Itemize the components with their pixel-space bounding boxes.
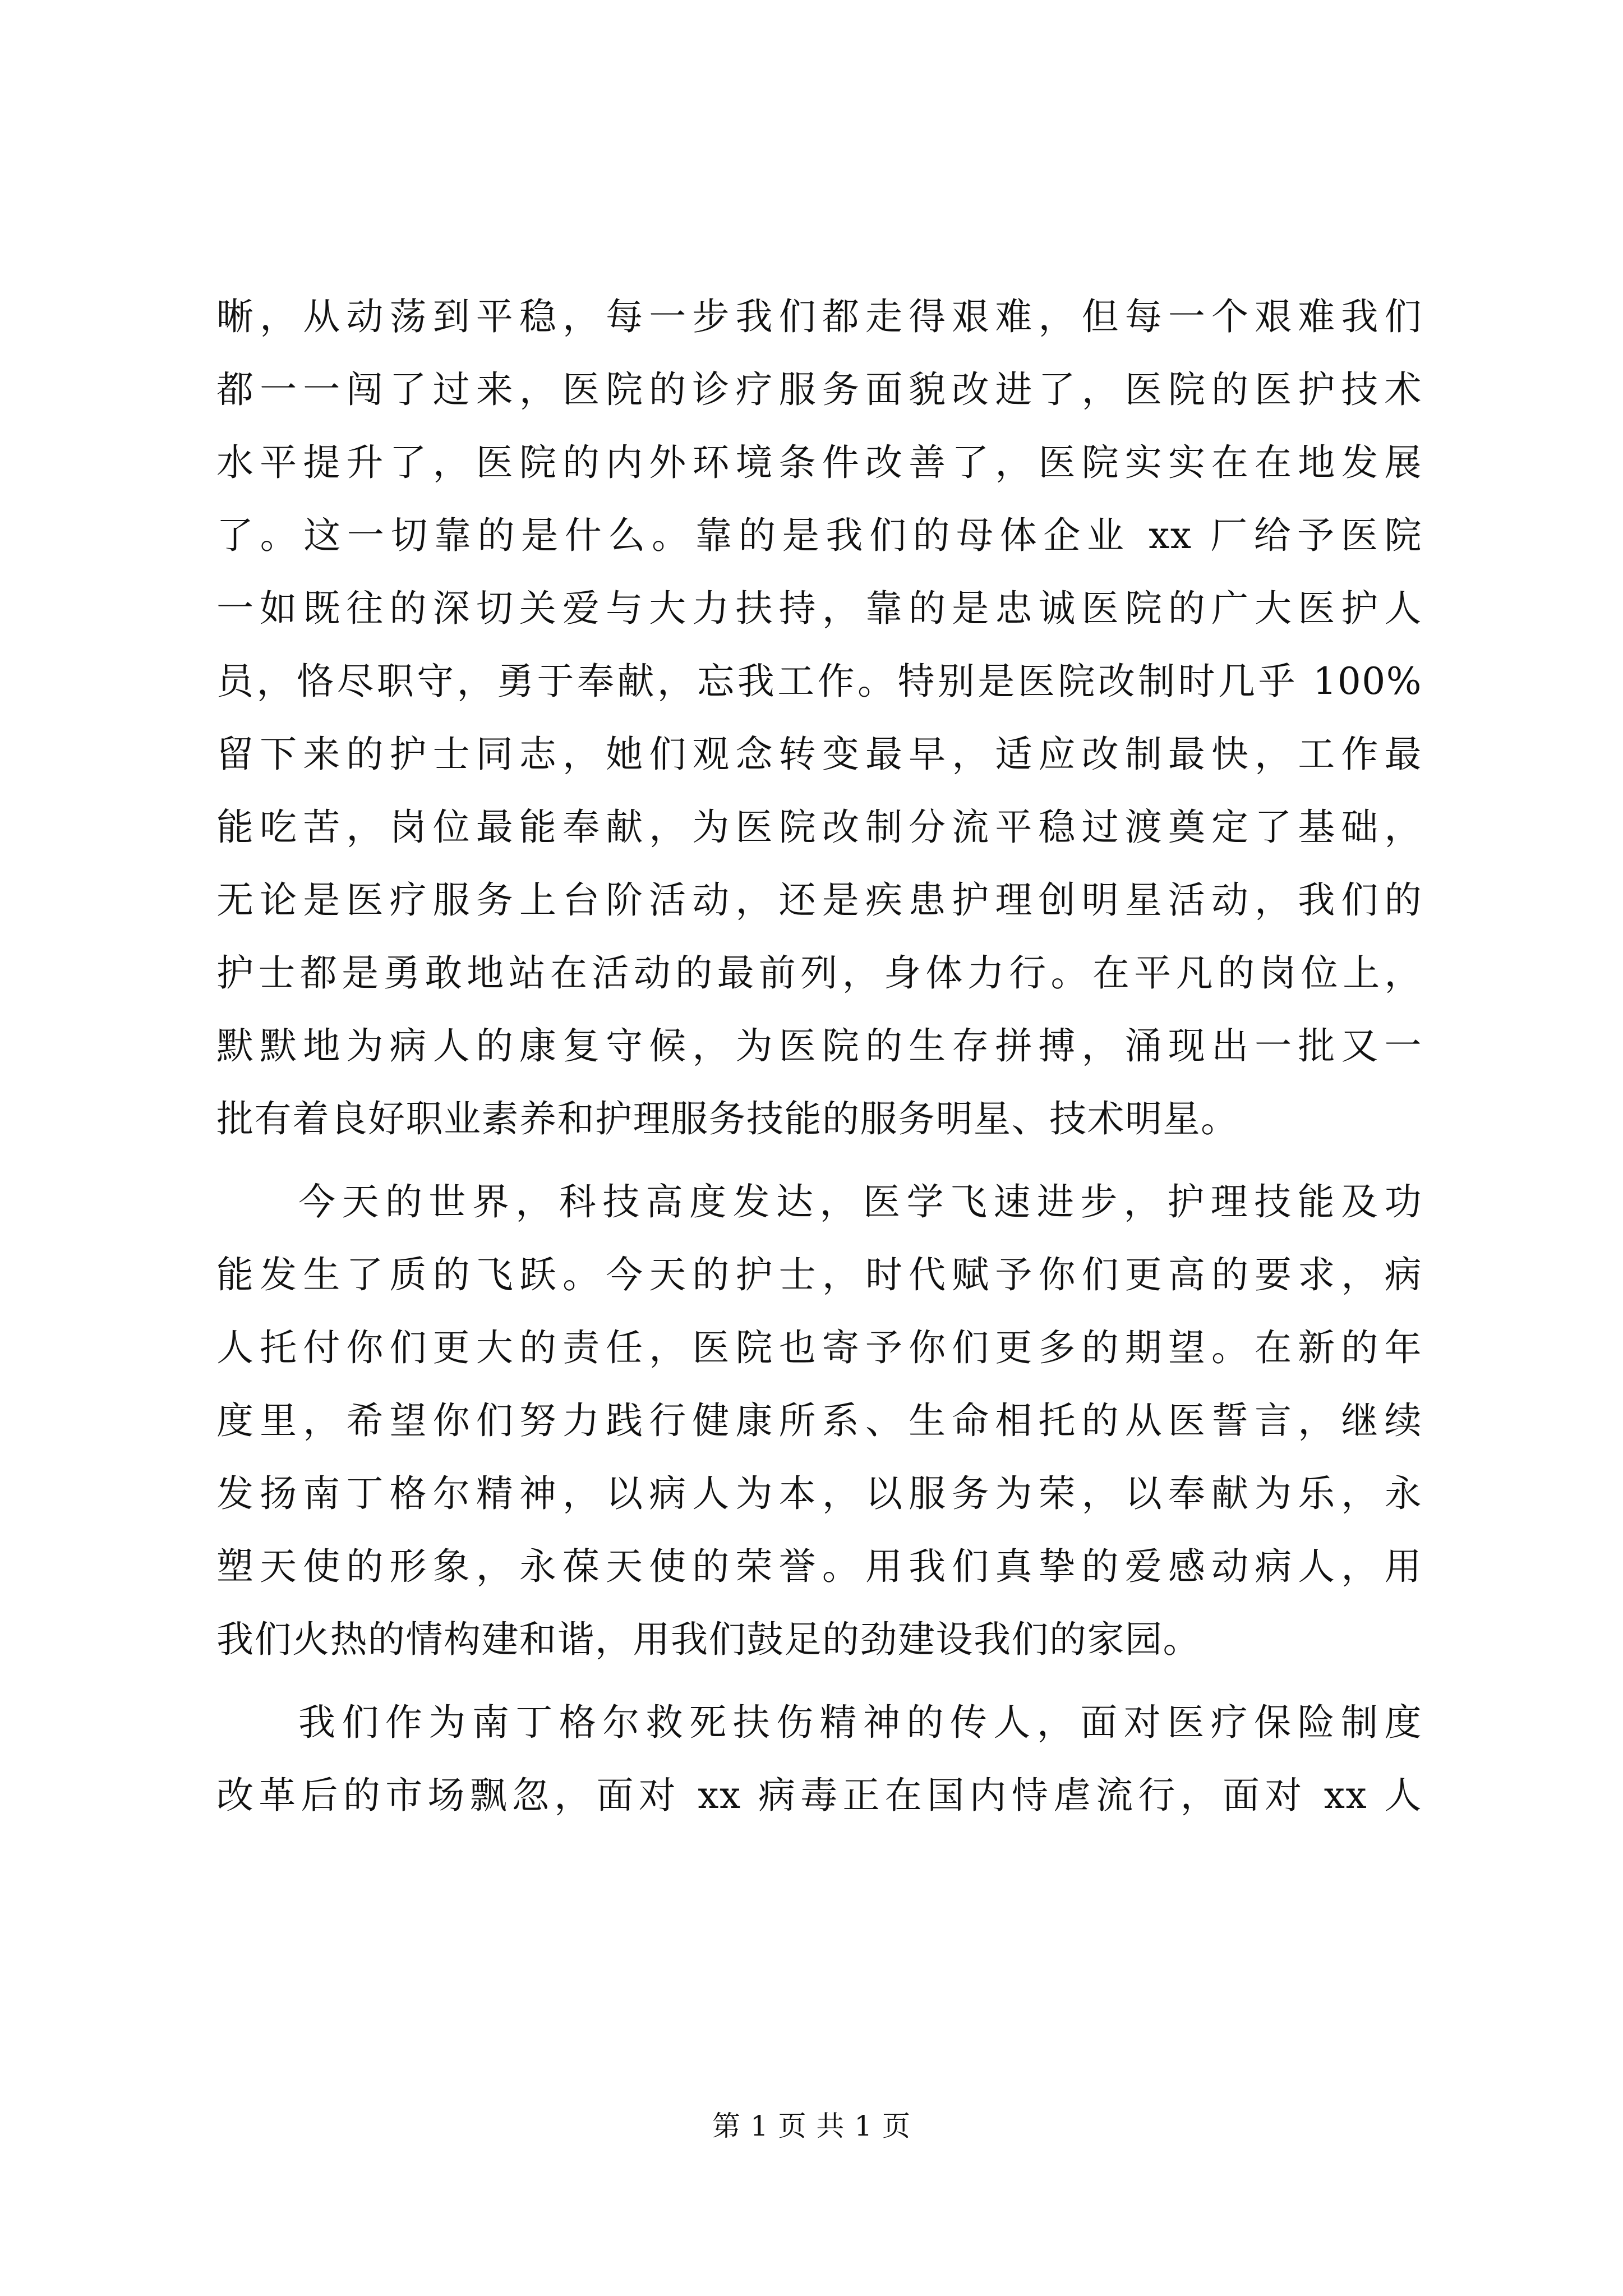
paragraph-2-line-7: 我们火热的情构建和谐，用我们鼓足的劲建设我们的家园。 bbox=[216, 1618, 1201, 1661]
paragraph-2-line-3: 人托付你们更大的责任，医院也寄予你们更多的期望。在新的年 bbox=[216, 1326, 1422, 1369]
paragraph-1-line-4: 了。这一切靠的是什么。靠的是我们的母体企业 xx 厂给予医院 bbox=[216, 514, 1422, 557]
paragraph-1-line-1: 晰，从动荡到平稳，每一步我们都走得艰难，但每一个艰难我们 bbox=[216, 295, 1422, 338]
paragraph-1-line-8: 能吃苦，岗位最能奉献，为医院改制分流平稳过渡奠定了基础， bbox=[216, 806, 1422, 849]
paragraph-2-line-6: 塑天使的形象，永葆天使的荣誉。用我们真挚的爱感动病人，用 bbox=[216, 1545, 1422, 1588]
paragraph-2-line-1: 今天的世界，科技高度发达，医学飞速进步，护理技能及功 bbox=[298, 1180, 1422, 1223]
paragraph-2-line-5: 发扬南丁格尔精神，以病人为本，以服务为荣，以奉献为乐，永 bbox=[216, 1472, 1422, 1515]
paragraph-2-line-2: 能发生了质的飞跃。今天的护士，时代赋予你们更高的要求，病 bbox=[216, 1253, 1422, 1296]
body-text bbox=[216, 280, 1422, 1832]
paragraph-1-line-5: 一如既往的深切关爱与大力扶持，靠的是忠诚医院的广大医护人 bbox=[216, 587, 1422, 630]
paragraph-1-line-7: 留下来的护士同志，她们观念转变最早，适应改制最快，工作最 bbox=[216, 733, 1422, 776]
page-number-footer: 第 1 页 共 1 页 bbox=[712, 2110, 911, 2142]
paragraph-1-line-9: 无论是医疗服务上台阶活动，还是疾患护理创明星活动，我们的 bbox=[216, 878, 1422, 922]
paragraph-3-line-2: 改革后的市场飘忽，面对 xx 病毒正在国内恃虐流行，面对 xx 人 bbox=[216, 1774, 1422, 1817]
paragraph-1-line-10: 护士都是勇敢地站在活动的最前列，身体力行。在平凡的岗位上， bbox=[216, 951, 1422, 995]
paragraph-1-line-11: 默默地为病人的康复守候，为医院的生存拼搏，涌现出一批又一 bbox=[216, 1024, 1422, 1068]
paragraph-1-line-2: 都一一闯了过来，医院的诊疗服务面貌改进了，医院的医护技术 bbox=[216, 368, 1422, 411]
paragraph-1-line-12: 批有着良好职业素养和护理服务技能的服务明星、技术明星。 bbox=[216, 1097, 1239, 1140]
paragraph-3-line-1: 我们作为南丁格尔救死扶伤精神的传人，面对医疗保险制度 bbox=[298, 1701, 1422, 1744]
paragraph-1-line-6: 员，恪尽职守，勇于奉献，忘我工作。特别是医院改制时几乎 100% bbox=[216, 660, 1422, 703]
paragraph-2-line-4: 度里，希望你们努力践行健康所系、生命相托的从医誓言，继续 bbox=[216, 1399, 1422, 1442]
paragraph-1-line-3: 水平提升了，医院的内外环境条件改善了，医院实实在在地发展 bbox=[216, 441, 1422, 484]
